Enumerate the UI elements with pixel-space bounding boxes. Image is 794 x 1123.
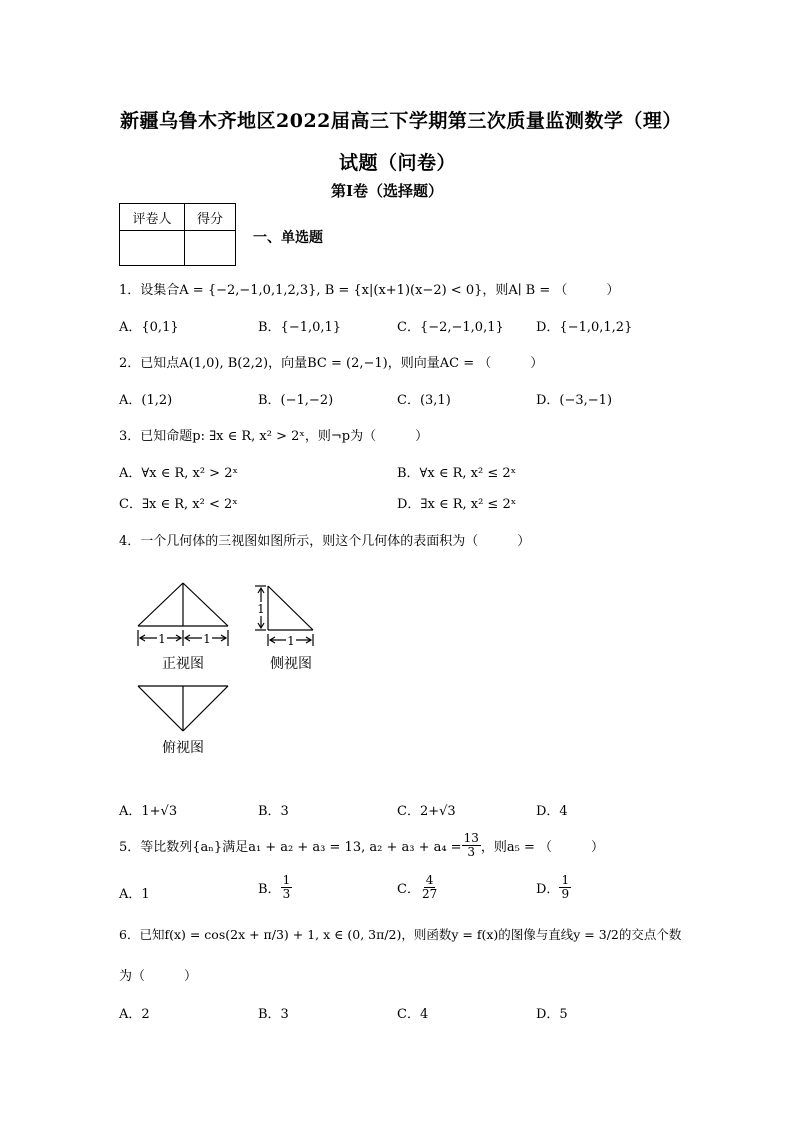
question-5-option-b-fraction — [281, 874, 293, 901]
question-3-option-c: C．∃x ∈ R, x² < 2ˣ — [119, 497, 238, 512]
question-5-fraction-denominator: 3 — [467, 845, 476, 860]
question-5-option-b-denominator: 3 — [282, 887, 291, 902]
question-1-option-d: D．{−1,0,1,2} — [536, 320, 633, 335]
question-6-option-a: A．2 — [119, 1007, 150, 1022]
question-3-option-a: A．∀x ∈ R, x² > 2ˣ — [119, 466, 238, 481]
question-4-option-c: C．2+√3 — [397, 804, 456, 819]
front-view-dim-right: 1 — [203, 632, 211, 646]
question-6-option-b: B．3 — [258, 1007, 289, 1022]
question-3-option-d: D．∃x ∈ R, x² ≤ 2ˣ — [397, 497, 517, 512]
question-5-option-c-fraction — [420, 874, 439, 901]
question-1-option-c: C．{−2,−1,0,1} — [397, 320, 504, 335]
question-1-stem: 1．设集合A = {−2,−1,0,1,2,3}, B = {x|(x+1)(x−2) < 0}，则A∣ B = （ ） — [119, 283, 620, 298]
question-5-option-b — [258, 874, 292, 901]
three-view-figure — [130, 580, 330, 760]
question-5-option-d-label: D． — [536, 882, 560, 898]
question-5-stem — [119, 832, 604, 859]
score-table-cell-grader — [120, 231, 185, 266]
question-5-option-a: A．1 — [119, 887, 150, 902]
question-5-option-d — [536, 874, 571, 901]
question-1-option-b: B．{−1,0,1} — [258, 320, 342, 335]
question-2-option-c: C．(3,1) — [397, 393, 451, 408]
document-title-line2: 试题（问卷） — [339, 152, 457, 174]
question-5-option-b-label: B． — [258, 882, 281, 898]
question-6-stem-line1: 6．已知f(x) = cos(2x + π/3) + 1, x ∈ (0, 3π/2)，则函数y = f(x)的图像与直线y = 3/2的交点个数 — [119, 927, 682, 942]
question-4-stem: 4．一个几何体的三视图如图所示，则这个几何体的表面积为（ ） — [119, 534, 531, 549]
question-3-stem: 3．已知命题p: ∃x ∈ R, x² > 2ˣ，则¬p为（ ） — [119, 429, 429, 444]
question-6-stem-line2: 为（ ） — [119, 969, 198, 984]
document-title-line1: 新疆乌鲁木齐地区2022届高三下学期第三次质量监测数学（理） — [120, 110, 682, 132]
question-4-option-a: A．1+√3 — [119, 804, 178, 819]
side-view-dim-width: 1 — [287, 634, 295, 648]
top-view-label: 俯视图 — [162, 740, 204, 756]
question-5-option-c-numerator: 4 — [425, 873, 434, 887]
question-6-option-d: D．5 — [536, 1007, 568, 1022]
front-view — [138, 583, 228, 646]
side-view-label: 侧视图 — [270, 656, 312, 672]
question-2-option-d: D．(−3,−1) — [536, 393, 613, 408]
question-3-option-b: B．∀x ∈ R, x² ≤ 2ˣ — [397, 466, 517, 481]
question-5-option-b-numerator: 1 — [282, 873, 291, 887]
question-2-option-b: B．(−1,−2) — [258, 393, 334, 408]
question-6-option-c: C．4 — [397, 1007, 429, 1022]
question-5-option-c-denominator: 27 — [421, 887, 438, 902]
score-table-cell-score — [185, 231, 236, 266]
question-4-option-d: D．4 — [536, 804, 568, 819]
question-1-option-a: A．{0,1} — [119, 320, 179, 335]
question-5-fraction-numerator: 13 — [463, 831, 479, 845]
top-view — [138, 686, 228, 731]
question-5-stem-suffix: ，则a₅ = （ ） — [480, 840, 604, 856]
front-view-dim-left: 1 — [158, 632, 166, 646]
section-heading: 一、单选题 — [253, 230, 323, 246]
question-5-option-d-numerator: 1 — [561, 873, 570, 887]
front-view-label: 正视图 — [162, 656, 204, 672]
question-5-stem-prefix: 5．等比数列{aₙ}满足a₁ + a₂ + a₃ = 13, a₂ + a₃ + a₄ = — [119, 840, 462, 856]
score-table — [119, 203, 236, 266]
question-5-option-d-denominator: 9 — [561, 887, 570, 902]
score-table-header-grader: 评卷人 — [120, 204, 185, 231]
question-5-fraction — [462, 832, 481, 859]
question-2-stem: 2．已知点A(1,0), B(2,2)，向量BC = (2,−1)，则向量AC = （ ） — [119, 356, 544, 371]
side-view-dim-height: 1 — [257, 602, 265, 616]
question-2-option-a: A．(1,2) — [119, 393, 173, 408]
question-5-option-d-fraction — [559, 874, 571, 901]
question-5-option-c-label: C． — [397, 882, 420, 898]
question-4-option-b: B．3 — [258, 804, 289, 819]
volume-heading: 第I卷（选择题） — [331, 182, 444, 200]
question-5-option-c — [397, 874, 439, 901]
score-table-header-score: 得分 — [185, 204, 236, 231]
